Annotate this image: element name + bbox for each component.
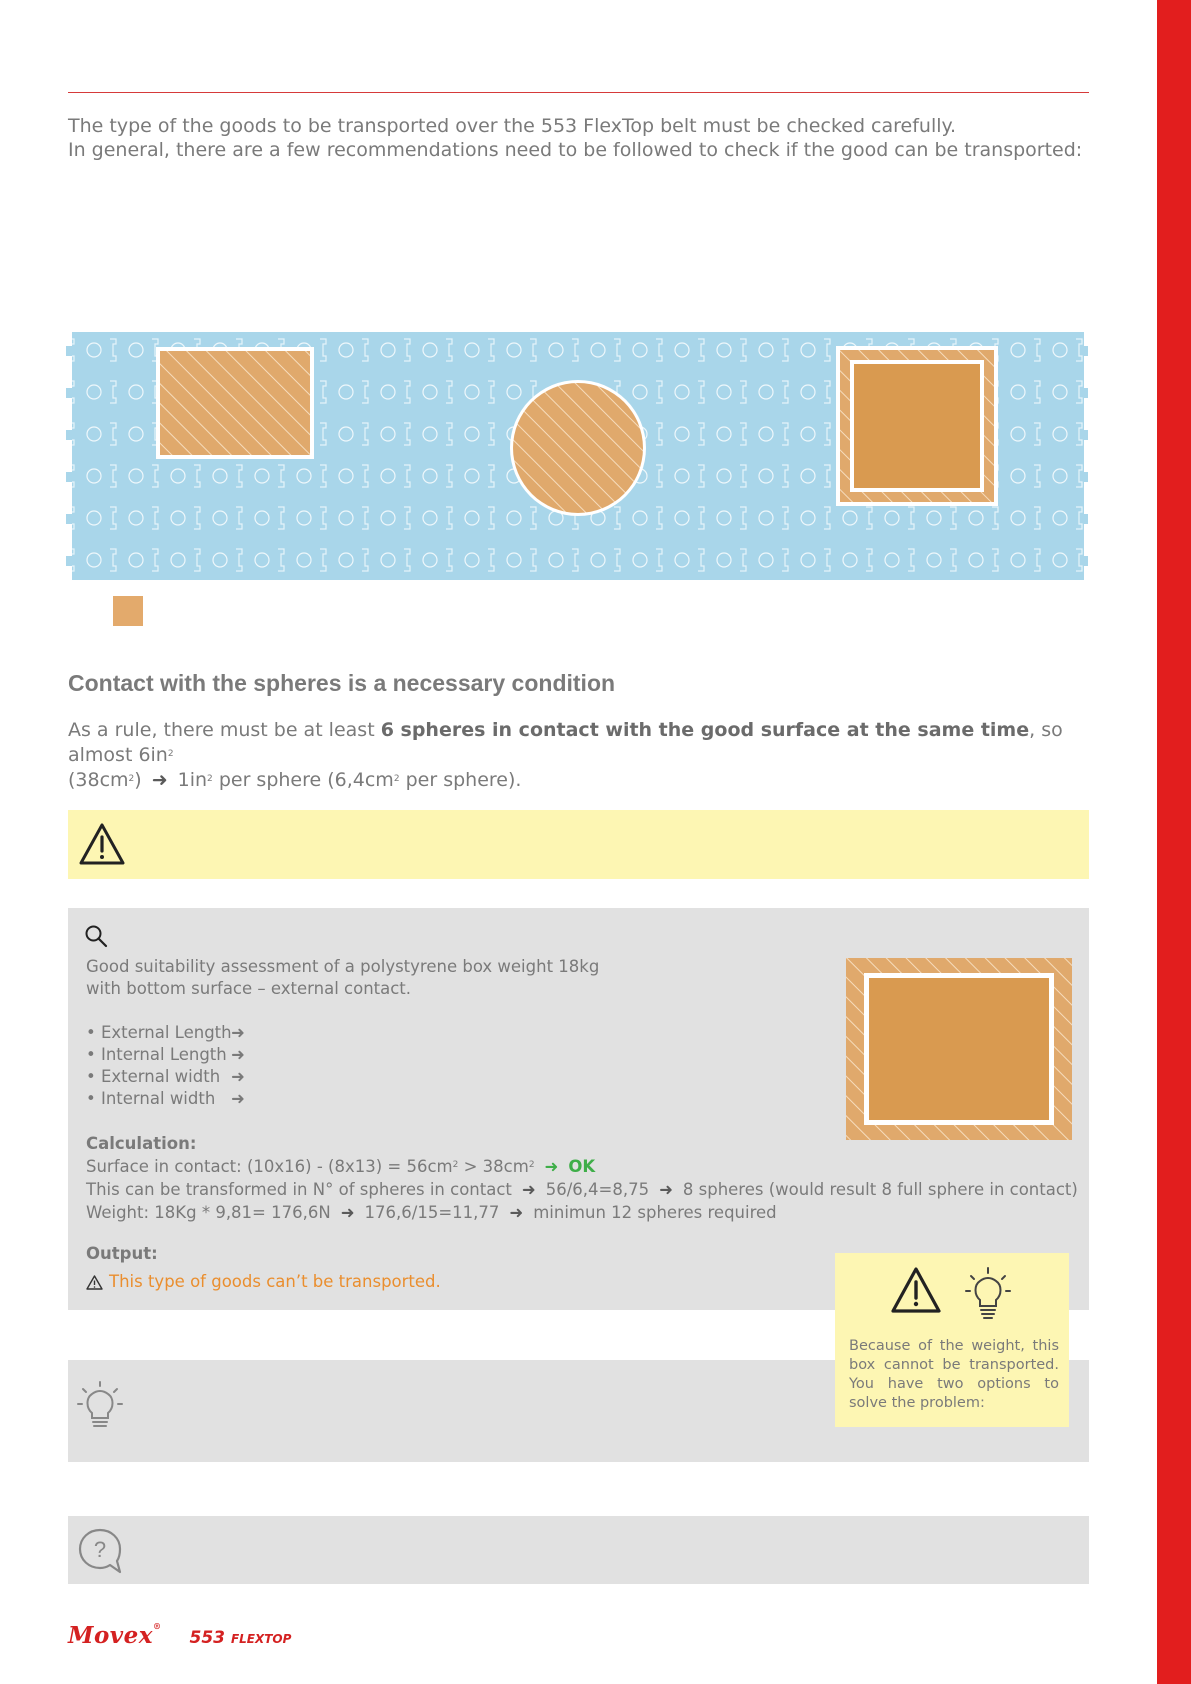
arrow-right-icon: ➜ — [231, 1067, 245, 1086]
intro-line-1: The type of the goods to be transported over the 553 FlexTop belt must be checked carefully. — [68, 115, 957, 137]
calc-line-3 — [86, 1201, 1078, 1224]
rule-sup-2: 2 — [128, 774, 135, 784]
dimension-list — [86, 1022, 245, 1110]
calc3-c: minimun 12 spheres required — [533, 1203, 777, 1222]
rule-l2-b: ) — [134, 769, 142, 791]
arrow-right-icon: ➜ — [151, 769, 168, 791]
intro-line-2: In general, there are a few recommendations need to be followed to check if the good can be transported: — [68, 139, 1083, 161]
model-name: FLEXTOP — [230, 1632, 292, 1646]
rule-line-2 — [68, 768, 1090, 793]
rule-l2-e: per sphere). — [399, 769, 522, 791]
belt-illustration — [66, 330, 1090, 582]
calc2-b: 56/6,4=8,75 — [545, 1180, 650, 1199]
search-icon — [84, 924, 108, 948]
calc-line-2 — [86, 1178, 1078, 1201]
list-item — [86, 1022, 245, 1044]
desc-line-1: Good suitability assessment of a polystyrene box weight 18kg — [86, 957, 600, 976]
legend-swatch — [113, 596, 143, 626]
callout-note — [835, 1253, 1069, 1427]
footer — [68, 1622, 291, 1649]
warning-icon — [890, 1266, 942, 1314]
calc2-c: 8 spheres (would result 8 full sphere in contact) — [682, 1180, 1078, 1199]
calc-line-1 — [86, 1155, 1078, 1178]
bullet-label: • External Length — [86, 1023, 232, 1042]
svg-text:?: ? — [93, 1537, 107, 1562]
rule-l2-d: per sphere (6,4cm — [212, 769, 394, 791]
rule-prefix: As a rule, there must be at least — [68, 719, 381, 741]
note-icons — [890, 1266, 1012, 1322]
brand-name: Movex — [68, 1622, 154, 1649]
rule-bold: 6 spheres in contact with the good surface at the same time — [380, 719, 1030, 741]
calc1-b: > 38cm — [458, 1157, 529, 1176]
desc-line-2: with bottom surface – external contact. — [86, 979, 412, 998]
calc-sup-1: 2 — [452, 1160, 459, 1170]
rule-l2-c: 1in — [177, 769, 208, 791]
calc2-a: This can be transformed in N° of spheres in contact — [86, 1180, 512, 1199]
arrow-right-icon: ➜ — [340, 1203, 355, 1222]
calc3-a: Weight: 18Kg * 9,81= 176,6N — [86, 1203, 331, 1222]
ok-badge: OK — [568, 1157, 596, 1176]
lightbulb-icon — [964, 1266, 1012, 1322]
output-result — [86, 1268, 441, 1296]
bullet-label: • Internal Length — [86, 1045, 227, 1064]
model-number: 553 — [189, 1628, 226, 1648]
question-panel — [68, 1516, 1089, 1584]
list-item — [86, 1044, 245, 1066]
rectangle-good — [156, 347, 314, 459]
calculation-title: Calculation: — [86, 1134, 197, 1153]
rule-l2-a: (38cm — [68, 769, 129, 791]
section-heading: Contact with the spheres is a necessary condition — [68, 670, 616, 696]
arrow-right-icon: ➜ — [521, 1180, 536, 1199]
bullet-label: • External width — [86, 1067, 221, 1086]
round-good — [510, 380, 646, 516]
rule-line-1 — [68, 718, 1090, 768]
warning-icon — [86, 1275, 103, 1290]
calc1-a: Surface in contact: (10x16) - (8x13) = 56cm — [86, 1157, 453, 1176]
rule-mid: , so almost 6in — [68, 719, 1063, 766]
polystyrene-box-illustration — [846, 958, 1072, 1140]
arrow-right-icon: ➜ — [231, 1045, 245, 1064]
arrow-right-icon: ➜ — [544, 1157, 559, 1176]
example-description — [86, 956, 599, 1000]
arrow-right-icon: ➜ — [509, 1203, 524, 1222]
top-divider — [68, 92, 1089, 93]
calc3-b: 176,6/15=11,77 — [364, 1203, 500, 1222]
bullet-label: • Internal width — [86, 1089, 216, 1108]
arrow-right-icon: ➜ — [231, 1089, 245, 1108]
arrow-right-icon: ➜ — [231, 1023, 245, 1042]
rule-sup-3: 2 — [207, 774, 213, 784]
output-title: Output: — [86, 1244, 158, 1263]
hollow-box-good — [836, 346, 998, 506]
movex-logo: Movex® — [68, 1621, 162, 1649]
rule-paragraph — [68, 718, 1090, 793]
side-accent-bar — [1157, 0, 1191, 1684]
arrow-right-icon: ➜ — [659, 1180, 673, 1199]
warning-icon — [78, 822, 126, 866]
rule-sup: 2 — [167, 749, 174, 759]
warning-box — [68, 810, 1089, 879]
intro-text — [68, 114, 1098, 162]
output-text: This type of goods can’t be transported. — [109, 1272, 441, 1291]
output-block — [86, 1240, 441, 1296]
model-label — [190, 1628, 292, 1648]
calculation-block — [86, 1132, 1078, 1224]
lightbulb-icon — [76, 1380, 124, 1432]
list-item — [86, 1066, 245, 1088]
note-text: Because of the weight, this box cannot be transported. You have two options to solve the problem: — [849, 1338, 1059, 1411]
list-item — [86, 1088, 245, 1110]
rule-sup-4: 2 — [393, 774, 400, 784]
question-bubble-icon — [76, 1527, 124, 1575]
example-panel — [68, 908, 1089, 1310]
calc-sup-2: 2 — [528, 1160, 535, 1170]
